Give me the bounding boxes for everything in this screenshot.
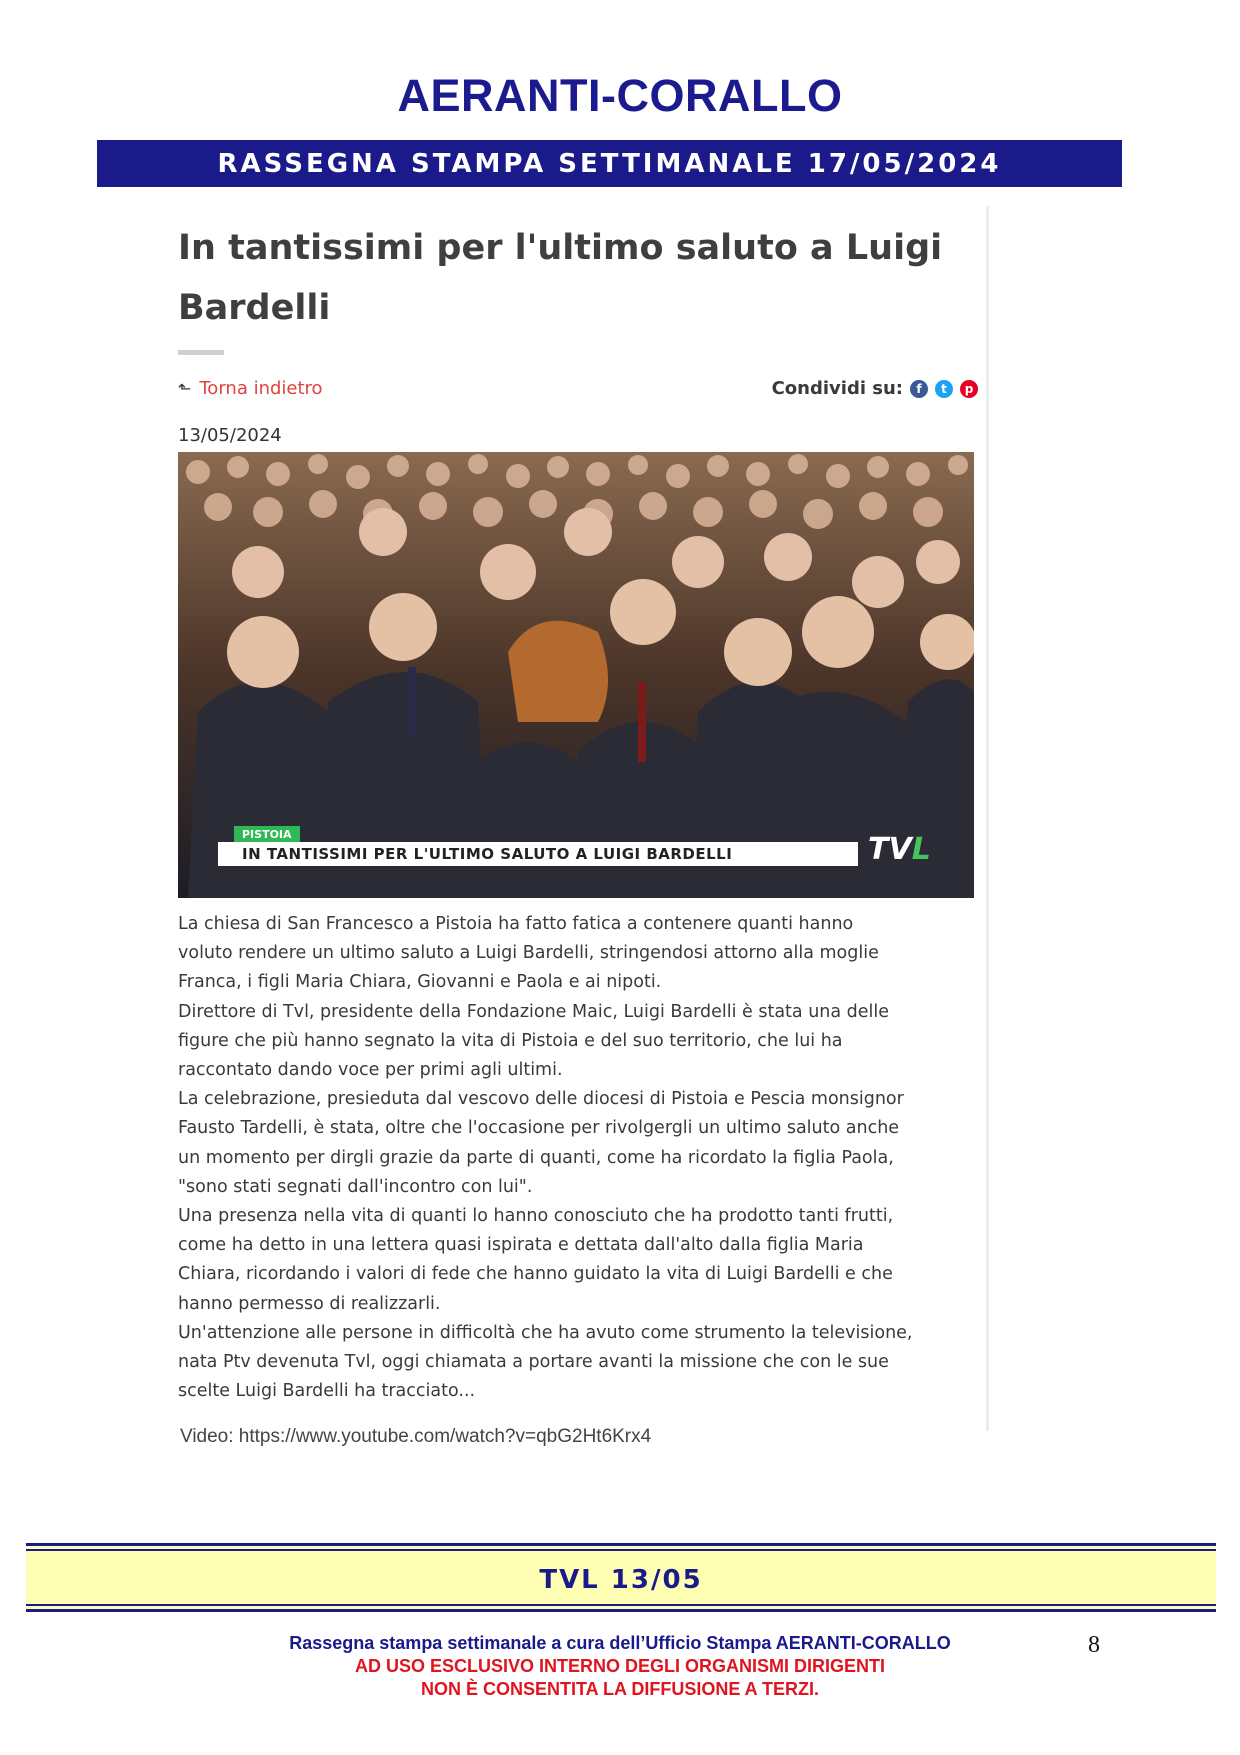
- article-date: 13/05/2024: [178, 425, 282, 446]
- tvl-logo-main: TV: [868, 832, 912, 867]
- band-rule-bottom: [26, 1609, 1216, 1612]
- location-tag: PISTOIA: [234, 826, 300, 843]
- back-link-label: Torna indietro: [199, 378, 323, 399]
- tv-caption-bar: [218, 842, 858, 866]
- facebook-icon[interactable]: f: [910, 380, 928, 398]
- body-line: un momento per dirgli grazie da parte di quanti, come ha ricordato la figlia Paola,: [178, 1147, 894, 1168]
- body-line: La celebrazione, presieduta dal vescovo delle diocesi di Pistoia e Pescia monsignor: [178, 1089, 904, 1110]
- footer-credit: [0, 1632, 1240, 1701]
- review-banner: [97, 140, 1122, 187]
- body-line: figure che più hanno segnato la vita di Pistoia e del suo territorio, che lui ha: [178, 1030, 843, 1051]
- body-line: come ha detto in una lettera quasi ispirata e dettata dall'alto dalla figlia Maria: [178, 1235, 864, 1256]
- body-line: Una presenza nella vita di quanti lo hanno conosciuto che ha prodotto tanti frutti,: [178, 1206, 894, 1227]
- page-number: 8: [1088, 1632, 1100, 1658]
- back-link[interactable]: [178, 378, 323, 399]
- share-label: Condividi su:: [771, 378, 903, 399]
- body-line: Franca, i figli Maria Chiara, Giovanni e Paola e ai nipoti.: [178, 972, 662, 993]
- article-card-edge: [986, 206, 989, 1431]
- body-line: Chiara, ricordando i valori di fede che hanno guidato la vita di Luigi Bardelli e che: [178, 1264, 893, 1285]
- article-body: [178, 910, 978, 1406]
- body-line: voluto rendere un ultimo saluto a Luigi Bardelli, stringendosi attorno alla moglie: [178, 943, 879, 964]
- body-line: Direttore di Tvl, presidente della Fondazione Maic, Luigi Bardelli è stata una delle: [178, 1001, 890, 1022]
- band-rule-bottom-inner: [26, 1604, 1216, 1606]
- credit-line-3: NON È CONSENTITA LA DIFFUSIONE A TERZI.: [421, 1679, 819, 1699]
- body-line: nata Ptv devenuta Tvl, oggi chiamata a portare avanti la missione che con le sue: [178, 1352, 889, 1373]
- band-rule-top: [26, 1543, 1216, 1546]
- body-line: hanno permesso di realizzarli.: [178, 1293, 441, 1314]
- article-title: In tantissimi per l'ultimo saluto a Luigi Bardelli: [178, 228, 943, 328]
- body-line: raccontato dando voce per primi agli ultimi.: [178, 1060, 563, 1081]
- body-line: "sono stati segnati dall'incontro con lui".: [178, 1176, 533, 1197]
- video-link[interactable]: Video: https://www.youtube.com/watch?v=qbG2Ht6Krx4: [180, 1426, 652, 1447]
- twitter-icon[interactable]: t: [935, 380, 953, 398]
- band-rule-top-inner: [26, 1549, 1216, 1551]
- body-line: Un'attenzione alle persone in difficoltà che ha avuto come strumento la televisione,: [178, 1322, 913, 1343]
- source-label: TVL 13/05: [539, 1565, 703, 1595]
- article-photo: [178, 452, 974, 898]
- share-bar: [772, 378, 978, 399]
- source-band: [26, 1543, 1216, 1612]
- tvl-logo-accent: L: [911, 832, 931, 867]
- body-line: La chiesa di San Francesco a Pistoia ha fatto fatica a contenere quanti hanno: [178, 914, 854, 934]
- credit-line-1: Rassegna stampa settimanale a cura dell’Ufficio Stampa AERANTI-CORALLO: [289, 1633, 951, 1653]
- back-arrow-icon: ⬑: [178, 379, 192, 398]
- tv-lower-third: [178, 824, 974, 870]
- title-divider: [178, 350, 224, 355]
- pinterest-icon[interactable]: p: [960, 380, 978, 398]
- tv-caption-text: IN TANTISSIMI PER L'ULTIMO SALUTO A LUIGI BARDELLI: [242, 845, 733, 863]
- body-line: scelte Luigi Bardelli ha tracciato...: [178, 1381, 476, 1402]
- tvl-logo: [868, 832, 931, 867]
- body-line: Fausto Tardelli, è stata, oltre che l'occasione per rivolgergli un ultimo saluto anche: [178, 1118, 900, 1139]
- masthead-title: AERANTI-CORALLO: [397, 70, 843, 121]
- review-banner-label: RASSEGNA STAMPA SETTIMANALE 17/05/2024: [217, 148, 1002, 179]
- credit-line-2: AD USO ESCLUSIVO INTERNO DEGLI ORGANISMI DIRIGENTI: [354, 1656, 886, 1676]
